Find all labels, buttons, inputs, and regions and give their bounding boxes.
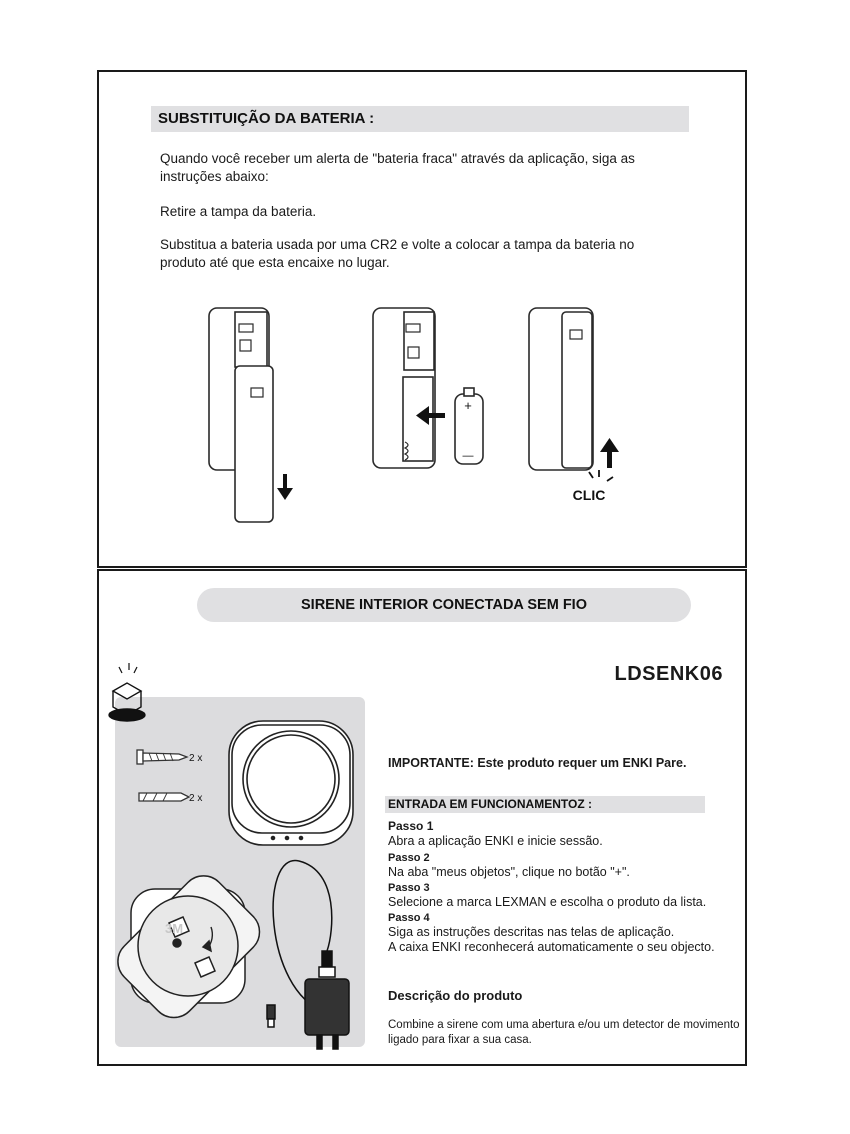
plugs-quantity: 2 x xyxy=(189,793,203,804)
step-4-extra-text: A caixa ENKI reconhecerá automaticamente o seu objecto. xyxy=(388,940,715,954)
battery-plus-label: + xyxy=(464,398,472,413)
battery-instruction-remove: Retire a tampa da bateria. xyxy=(160,204,317,219)
step-4-text: Siga as instruções descritas nas telas de aplicação. xyxy=(388,925,675,939)
click-sound-marks-icon xyxy=(589,470,613,481)
open-box-icon xyxy=(109,663,145,721)
battery-instruction-intro xyxy=(160,150,640,186)
battery-replacement-illustration xyxy=(99,292,745,562)
usb-charger-illustration xyxy=(267,860,349,1049)
step-3-label: Passo 3 xyxy=(388,882,430,894)
important-note: IMPORTANTE: Este produto requer um ENKI Pare. xyxy=(388,756,687,770)
step-1-label: Passo 1 xyxy=(388,819,434,833)
battery-section-title: SUBSTITUIÇÃO DA BATERIA : xyxy=(151,106,689,132)
step-2-text: Na aba "meus objetos", clique no botão "+". xyxy=(388,865,630,879)
step-2-label: Passo 2 xyxy=(388,852,430,864)
product-description-text xyxy=(388,1018,748,1048)
step-1-text: Abra a aplicação ENKI e inicie sessão. xyxy=(388,834,603,848)
battery-replace-line-1: Substitua a bateria usada por uma CR2 e volte a colocar a tampa da bateria no xyxy=(160,237,635,252)
battery-minus-label: — xyxy=(462,450,474,462)
product-title: SIRENE INTERIOR CONECTADA SEM FIO xyxy=(197,588,691,622)
product-description-line-1: Combine a sirene com uma abertura e/ou um detector de movimento xyxy=(388,1019,740,1031)
wall-plug-icon xyxy=(139,793,189,801)
battery-intro-line-1: Quando você receber um alerta de "bateria fraca" através da aplicação, siga as xyxy=(160,151,635,166)
battery-instruction-replace xyxy=(160,236,640,272)
adhesive-pad-illustration xyxy=(109,867,269,1027)
clic-label: CLIC xyxy=(572,487,606,503)
product-panel xyxy=(97,569,747,1066)
setup-section-title: ENTRADA EM FUNCIONAMENTOZ : xyxy=(385,796,705,813)
screw-icon xyxy=(137,750,187,764)
device-cover-closed-illustration xyxy=(529,308,593,470)
package-contents-illustration xyxy=(99,661,399,1061)
device-battery-insert-illustration xyxy=(373,308,483,468)
arrow-up-icon xyxy=(600,438,619,468)
product-description-line-2: ligado para fixar a sua casa. xyxy=(388,1034,532,1046)
siren-device-illustration xyxy=(229,721,353,845)
step-4-label: Passo 4 xyxy=(388,912,430,924)
arrow-down-icon xyxy=(277,474,293,500)
step-3-text: Selecione a marca LEXMAN e escolha o produto da lista. xyxy=(388,895,707,909)
product-description-title: Descrição do produto xyxy=(388,988,523,1003)
device-cover-removed-illustration xyxy=(209,308,273,522)
battery-replacement-panel xyxy=(97,70,747,568)
battery-replace-line-2: produto até que esta encaixe no lugar. xyxy=(160,255,390,270)
screws-quantity: 2 x xyxy=(189,753,203,764)
pad-brand-label: 3M xyxy=(165,921,184,936)
model-number: LDSENK06 xyxy=(614,663,723,685)
battery-intro-line-2: instruções abaixo: xyxy=(160,169,269,184)
